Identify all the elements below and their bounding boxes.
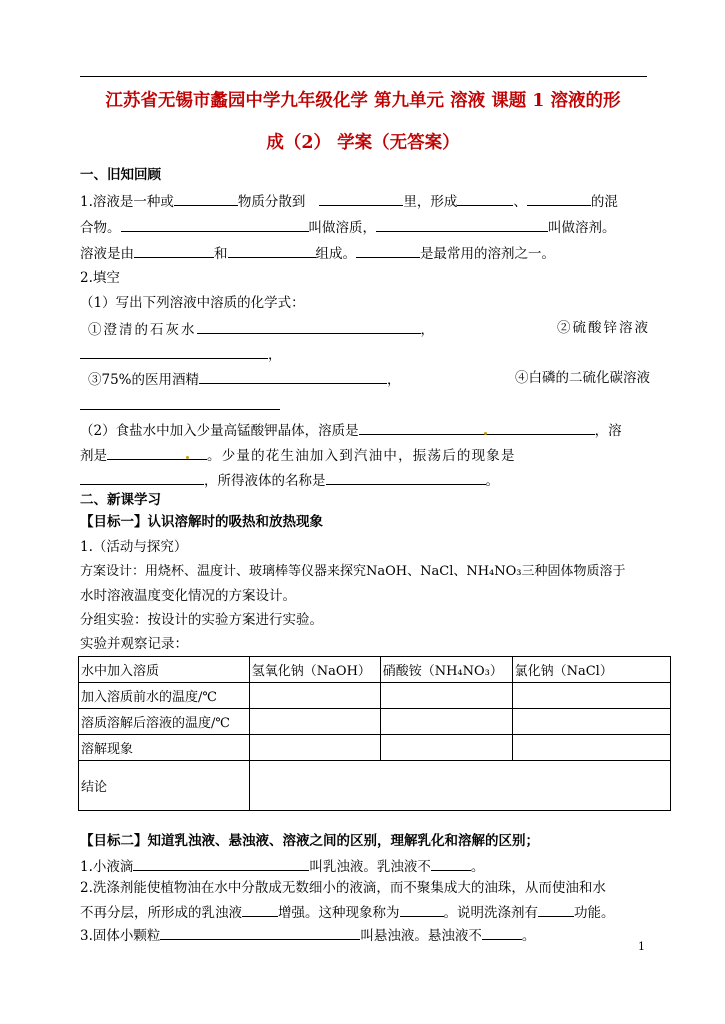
q2-label: 2.填空	[80, 270, 120, 286]
table-header: 氢氧化钠（NaOH）	[249, 657, 380, 683]
blank[interactable]	[527, 190, 591, 206]
blank[interactable]	[197, 318, 421, 334]
g2q1-text-a: 1.小液滴	[80, 859, 134, 875]
item-zinc-sulfate: ②硫酸锌溶液	[557, 320, 650, 336]
q1-text-e: 的混	[590, 194, 618, 210]
table-header: 氯化钠（NaCl）	[512, 657, 670, 683]
blank[interactable]	[431, 855, 471, 871]
g2q3-text-a: 3.固体小颗粒	[80, 928, 161, 944]
table-cell[interactable]	[249, 683, 380, 709]
row-label: 加入溶质前水的温度/℃	[79, 683, 250, 709]
g2q2-text-d: 。说明洗涤剂有	[443, 905, 538, 921]
q1-text-l: 是最常用的溶剂之一。	[420, 246, 555, 262]
g2q2-text-c: 增强。这种现象称为	[278, 905, 400, 921]
blank[interactable]	[199, 368, 387, 384]
table-header: 水中加入溶质	[79, 657, 250, 683]
q1-text-j: 和	[214, 246, 228, 262]
table-cell[interactable]	[380, 709, 512, 735]
page-title-line2: 成（2） 学案（无答案）	[266, 133, 460, 153]
table-row	[79, 761, 671, 811]
comma: ，	[387, 372, 401, 388]
blank[interactable]	[482, 924, 522, 940]
table-row	[79, 735, 671, 761]
g2q2-text-e: 功能。	[574, 905, 615, 921]
q2-item-row2-cont	[80, 394, 650, 416]
q1-line1	[80, 190, 650, 212]
g2q2-text-b: 不再分层，所形成的乳浊液	[80, 905, 242, 921]
table-cell[interactable]	[380, 735, 512, 761]
blank[interactable]	[400, 901, 444, 917]
blank[interactable]	[133, 855, 309, 871]
sub2-text-d: 。少量的花生油加入到汽油中，振荡后的现象是	[207, 448, 516, 464]
blank[interactable]	[174, 190, 238, 206]
sub2-text-e: ，所得液体的名称是	[204, 473, 326, 489]
period: 。	[485, 473, 499, 489]
comma: ，	[268, 347, 282, 363]
table-cell[interactable]	[512, 735, 670, 761]
table-row	[79, 709, 671, 735]
table-cell[interactable]	[512, 683, 670, 709]
comma: ，	[420, 322, 434, 338]
q1-text-i: 溶液是由	[80, 246, 134, 262]
q1-text-h: 叫做溶剂。	[548, 220, 616, 236]
blank[interactable]	[319, 190, 403, 206]
q1-text-g: 叫做溶质，	[308, 220, 376, 236]
q1-text-c: 里，形成	[403, 194, 458, 210]
blank[interactable]	[242, 901, 278, 917]
table-cell[interactable]	[249, 709, 380, 735]
q2-item-row1-cont	[80, 343, 650, 365]
blank[interactable]	[80, 469, 204, 485]
q2-sub2-line1	[80, 419, 650, 441]
sub2-text-b: ，溶	[594, 423, 622, 439]
blank[interactable]	[356, 242, 420, 258]
blank[interactable]	[80, 394, 280, 410]
header-rule	[80, 76, 647, 77]
item-limewater: ①澄清的石灰水	[88, 322, 197, 338]
blank[interactable]	[457, 190, 513, 206]
design-line2: 水时溶液温度变化情况的方案设计。	[80, 588, 296, 604]
blank[interactable]	[134, 242, 214, 258]
table-cell[interactable]	[512, 709, 670, 735]
blank[interactable]	[228, 242, 316, 258]
goal2-heading: 【目标二】知道乳浊液、悬浊液、溶液之间的区别，理解乳化和溶解的区别；	[80, 833, 539, 849]
activity-label: 1.（活动与探究）	[80, 539, 188, 555]
sub2-text-a: （2）食盐水中加入少量高锰酸钾晶体，溶质是	[80, 423, 359, 439]
stray-mark	[484, 432, 487, 435]
q1-text-k: 组成。	[315, 246, 356, 262]
blank[interactable]	[80, 343, 268, 359]
section1-heading: 一、旧知回顾	[80, 167, 161, 183]
g2q3-text-b: 叫悬浊液。悬浊液不	[360, 928, 482, 944]
q1-line2	[80, 216, 650, 238]
q1-text-a: 1.溶液是一种或	[80, 194, 174, 210]
q2-sub2-line2	[80, 444, 650, 466]
goal2-q2-line1: 2.洗涤剂能使植物油在水中分散成无数细小的液滴，而不聚集成大的油珠，从而使油和水	[80, 880, 606, 896]
section2-heading: 二、新课学习	[80, 492, 161, 508]
design-line1: 方案设计：用烧杯、温度计、玻璃棒等仪器来探究NaOH、NaCl、NH₄NO₃三种固体物质溶于	[80, 564, 626, 579]
blank[interactable]	[376, 216, 548, 232]
q2-item-row1	[80, 318, 650, 340]
q2-item-row2	[80, 368, 650, 390]
q1-line3	[80, 242, 650, 264]
blank[interactable]	[160, 924, 360, 940]
q1-text-f: 合物。	[80, 220, 121, 236]
sub2-text-c: 剂是	[80, 448, 107, 464]
stray-mark	[186, 456, 189, 459]
row-label: 溶质溶解后溶液的温度/℃	[79, 709, 250, 735]
table-row	[79, 683, 671, 709]
page-number: 1	[638, 940, 645, 953]
q1-text-d: 、	[513, 194, 527, 210]
record-label: 实验并观察记录：	[80, 636, 188, 652]
q1-text-b: 物质分散到	[237, 194, 306, 210]
q2-sub1: （1）写出下列溶液中溶质的化学式：	[80, 295, 305, 311]
table-header: 硝酸铵（NH₄NO₃）	[380, 657, 512, 683]
table-header-row	[79, 657, 671, 683]
blank[interactable]	[326, 469, 486, 485]
period: 。	[470, 859, 485, 875]
period: 。	[521, 928, 536, 944]
table-cell-conclusion[interactable]	[249, 761, 670, 811]
q2-sub2-line3	[80, 469, 650, 491]
row-label: 结论	[79, 761, 250, 811]
table-cell[interactable]	[249, 735, 380, 761]
experiment-table	[78, 656, 671, 811]
page-title-line1: 江苏省无锡市蠡园中学九年级化学 第九单元 溶液 课题 1 溶液的形	[105, 91, 621, 111]
goal2-q1	[80, 855, 650, 877]
blank[interactable]	[359, 419, 595, 435]
goal1-heading: 【目标一】认识溶解时的吸热和放热现象	[80, 514, 323, 530]
item-white-phosphorus: ④白磷的二硫化碳溶液	[515, 370, 650, 386]
table-cell[interactable]	[380, 683, 512, 709]
goal2-q3	[80, 924, 650, 946]
group-experiment: 分组实验：按设计的实验方案进行实验。	[80, 612, 323, 628]
blank[interactable]	[121, 216, 309, 232]
g2q1-text-b: 叫乳浊液。乳浊液不	[309, 859, 431, 875]
blank[interactable]	[538, 901, 574, 917]
row-label: 溶解现象	[79, 735, 250, 761]
goal2-q2-line2	[80, 901, 650, 923]
blank[interactable]	[107, 444, 207, 460]
item-alcohol: ③75%的医用酒精	[88, 372, 200, 388]
